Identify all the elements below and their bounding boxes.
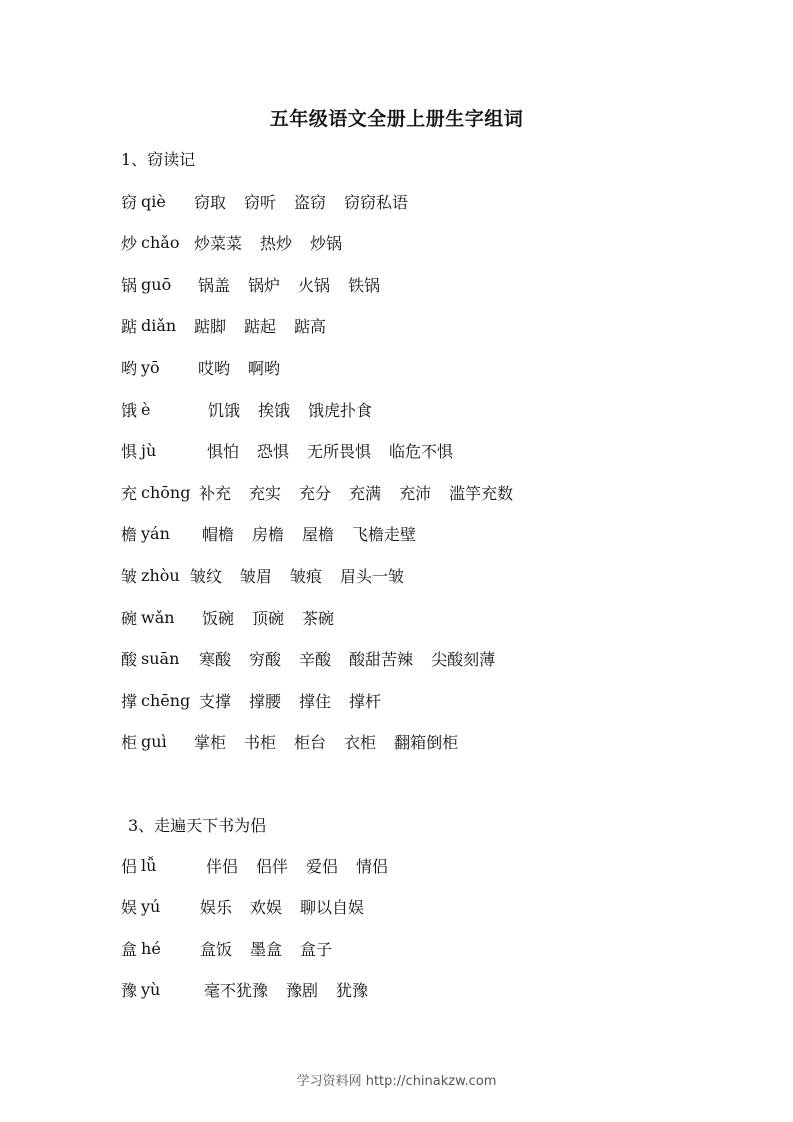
word-item: 情侣 — [356, 856, 389, 876]
word-item: 皱眉 — [240, 566, 273, 586]
entry-character: 撑 — [121, 691, 138, 711]
entry-character: 柜 — [121, 733, 138, 753]
word-item: 锅炉 — [248, 275, 281, 295]
word-item: 滥竽充数 — [449, 483, 514, 503]
word-item: 充分 — [299, 483, 332, 503]
entry-words — [200, 895, 382, 919]
entry-pinyin: wǎn — [141, 607, 175, 627]
word-item: 穷酸 — [249, 650, 282, 670]
word-item: 飞檐走壁 — [352, 525, 417, 545]
entry-row — [121, 189, 741, 213]
word-item: 犹豫 — [336, 981, 369, 1001]
entry-pinyin: è — [141, 399, 151, 419]
entry-character: 惧 — [121, 442, 138, 462]
entry-words — [199, 647, 513, 671]
entry-row — [121, 480, 741, 504]
entry-words — [206, 853, 406, 877]
entry-pinyin: suān — [141, 649, 180, 669]
word-item: 无所畏惧 — [307, 442, 372, 462]
entry-words — [190, 563, 422, 587]
entry-row — [121, 895, 741, 919]
entry-row — [121, 272, 741, 296]
word-item: 聊以自娱 — [300, 898, 365, 918]
entry-row — [121, 314, 741, 338]
entry-character: 炒 — [121, 234, 138, 254]
entry-character: 豫 — [121, 981, 138, 1001]
word-item: 饭碗 — [202, 608, 235, 628]
word-item: 豫剧 — [286, 981, 319, 1001]
word-item: 饥饿 — [208, 400, 241, 420]
entry-words — [207, 439, 471, 463]
word-item: 撑腰 — [249, 691, 282, 711]
word-item: 屋檐 — [302, 525, 335, 545]
word-item: 盒子 — [300, 939, 333, 959]
word-item: 炒菜菜 — [194, 234, 243, 254]
word-item: 辛酸 — [299, 650, 332, 670]
entry-pinyin: jù — [141, 441, 157, 461]
word-item: 茶碗 — [302, 608, 335, 628]
word-item: 啊哟 — [248, 358, 281, 378]
entry-character: 盒 — [121, 939, 138, 959]
word-item: 撑杆 — [349, 691, 382, 711]
word-item: 锅盖 — [198, 275, 231, 295]
word-item: 爱侣 — [306, 856, 339, 876]
entry-words — [194, 231, 360, 255]
word-item: 翻箱倒柜 — [394, 733, 459, 753]
word-item: 房檐 — [252, 525, 285, 545]
word-item: 临危不惧 — [389, 442, 454, 462]
entry-character: 踮 — [121, 317, 138, 337]
entry-pinyin: guì — [141, 732, 167, 752]
section-heading: 3、走遍天下书为侣 — [128, 816, 267, 835]
entry-character: 酸 — [121, 650, 138, 670]
word-item: 哎哟 — [198, 358, 231, 378]
word-item: 惧怕 — [207, 442, 240, 462]
word-item: 书柜 — [244, 733, 277, 753]
entry-character: 哟 — [121, 358, 138, 378]
entry-words — [200, 936, 350, 960]
entry-character: 碗 — [121, 608, 138, 628]
entry-words — [198, 355, 298, 379]
word-item: 柜台 — [294, 733, 327, 753]
word-item: 墨盒 — [250, 939, 283, 959]
word-item: 铁锅 — [348, 275, 381, 295]
word-item: 恐惧 — [257, 442, 290, 462]
word-item: 充实 — [249, 483, 282, 503]
word-item: 盒饭 — [200, 939, 233, 959]
word-item: 踮起 — [244, 317, 277, 337]
word-item: 侣伴 — [256, 856, 289, 876]
entry-row — [121, 647, 741, 671]
entry-character: 侣 — [121, 856, 138, 876]
word-item: 充沛 — [399, 483, 432, 503]
entry-character: 充 — [121, 483, 138, 503]
word-item: 顶碗 — [252, 608, 285, 628]
entry-pinyin: yù — [141, 980, 161, 1000]
word-item: 炒锅 — [310, 234, 343, 254]
entry-row — [121, 397, 741, 421]
entry-words — [194, 314, 344, 338]
entry-words — [208, 397, 390, 421]
entry-pinyin: chǎo — [141, 233, 180, 253]
entry-character: 饿 — [121, 400, 138, 420]
word-item: 撑住 — [299, 691, 332, 711]
word-item: 火锅 — [298, 275, 331, 295]
word-item: 皱纹 — [190, 566, 223, 586]
word-item: 饿虎扑食 — [308, 400, 373, 420]
entry-row — [121, 853, 741, 877]
entry-words — [194, 189, 426, 213]
entry-pinyin: yú — [141, 897, 161, 917]
word-item: 娱乐 — [200, 898, 233, 918]
word-item: 热炒 — [260, 234, 293, 254]
word-item: 眉头一皱 — [340, 566, 405, 586]
word-item: 挨饿 — [258, 400, 291, 420]
entry-pinyin: hé — [141, 938, 161, 958]
word-item: 补充 — [199, 483, 232, 503]
entry-row — [121, 522, 741, 546]
entry-pinyin: chōng — [141, 482, 191, 502]
entry-pinyin: zhòu — [141, 565, 180, 585]
entry-character: 窃 — [121, 192, 138, 212]
word-item: 毫不犹豫 — [204, 981, 269, 1001]
entry-words — [204, 978, 386, 1002]
word-item: 掌柜 — [194, 733, 227, 753]
word-item: 窃取 — [194, 192, 227, 212]
word-item: 充满 — [349, 483, 382, 503]
word-item: 踮高 — [294, 317, 327, 337]
entry-character: 檐 — [121, 525, 138, 545]
footer-watermark — [0, 1070, 793, 1089]
entry-words — [199, 688, 399, 712]
word-item: 皱痕 — [290, 566, 323, 586]
word-item: 窃窃私语 — [344, 192, 409, 212]
entry-character: 娱 — [121, 898, 138, 918]
section-heading: 1、窃读记 — [121, 150, 196, 169]
word-item: 踮脚 — [194, 317, 227, 337]
entry-pinyin: guō — [141, 274, 172, 294]
entry-pinyin: qiè — [141, 191, 166, 211]
footer-url: http://chinakzw.com — [365, 1074, 497, 1089]
entry-character: 皱 — [121, 566, 138, 586]
entry-row — [121, 605, 741, 629]
document-title: 五年级语文全册上册生字组词 — [269, 108, 524, 130]
entry-row — [121, 978, 741, 1002]
word-item: 尖酸刻薄 — [431, 650, 496, 670]
entry-row — [121, 730, 741, 754]
word-item: 衣柜 — [344, 733, 377, 753]
entry-row — [121, 936, 741, 960]
entry-pinyin: diǎn — [141, 316, 177, 336]
word-item: 酸甜苦辣 — [349, 650, 414, 670]
entry-words — [198, 272, 398, 296]
entry-row — [121, 688, 741, 712]
entry-words — [194, 730, 476, 754]
entry-row — [121, 563, 741, 587]
entry-words — [202, 522, 434, 546]
entry-pinyin: yán — [141, 524, 170, 544]
entry-row — [121, 439, 741, 463]
word-item: 窃听 — [244, 192, 277, 212]
entry-pinyin: yō — [141, 357, 160, 377]
word-item: 支撑 — [199, 691, 232, 711]
entry-pinyin: lǚ — [141, 855, 157, 875]
entry-words — [202, 605, 352, 629]
footer-site-name: 学习资料网 — [296, 1074, 362, 1089]
word-item: 帽檐 — [202, 525, 235, 545]
word-item: 寒酸 — [199, 650, 232, 670]
word-item: 盗窃 — [294, 192, 327, 212]
word-item: 欢娱 — [250, 898, 283, 918]
entry-character: 锅 — [121, 275, 138, 295]
entry-words — [199, 480, 531, 504]
entry-row — [121, 231, 741, 255]
entry-row — [121, 355, 741, 379]
entry-pinyin: chēng — [141, 690, 191, 710]
word-item: 伴侣 — [206, 856, 239, 876]
